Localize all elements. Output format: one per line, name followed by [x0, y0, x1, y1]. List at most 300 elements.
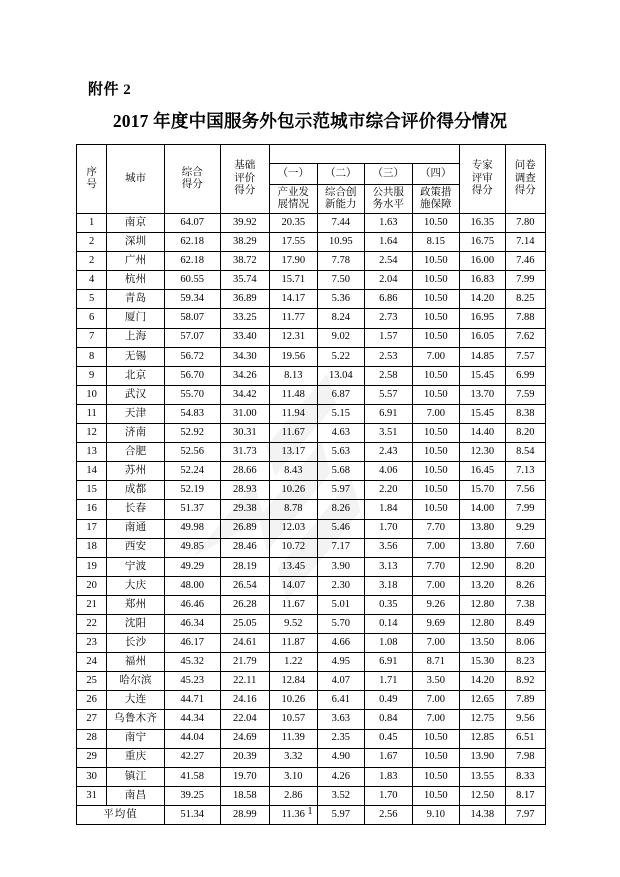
cell-total-score: 62.18: [164, 252, 220, 271]
table-row: [77, 729, 546, 748]
cell-total-score: 52.24: [164, 462, 220, 481]
cell-city: 南昌: [107, 786, 165, 805]
cell-group-three-score: 0.45: [365, 729, 413, 748]
cell-total-score: 46.46: [164, 595, 220, 614]
cell-expert-score: 13.70: [460, 385, 505, 404]
cell-survey-score: 7.60: [505, 538, 546, 557]
cell-group-two-score: 4.63: [317, 424, 365, 443]
cell-sequence: 17: [77, 519, 107, 538]
cell-survey-score: 7.13: [505, 462, 546, 481]
cell-group-one-score: 15.71: [270, 271, 318, 290]
header-base-score-line2: 评价: [234, 172, 256, 184]
cell-group-two-score: 7.44: [317, 214, 365, 233]
cell-total-score: 52.92: [164, 424, 220, 443]
cell-group-one-score: 3.10: [270, 767, 318, 786]
cell-sequence: 22: [77, 614, 107, 633]
cell-survey-score: 7.59: [505, 385, 546, 404]
cell-total-score: 58.07: [164, 309, 220, 328]
cell-group-four-score: 10.50: [412, 252, 460, 271]
table-row: [77, 252, 546, 271]
cell-group-three-score: 6.86: [365, 290, 413, 309]
table-row: [77, 424, 546, 443]
cell-sequence: 26: [77, 691, 107, 710]
cell-group-one-score: 11.87: [270, 634, 318, 653]
cell-group-four-score: 10.50: [412, 462, 460, 481]
cell-group-two-score: 4.95: [317, 653, 365, 672]
cell-group-one-score: 17.90: [270, 252, 318, 271]
cell-group-four-score: 7.00: [412, 347, 460, 366]
cell-sequence: 25: [77, 672, 107, 691]
table-row: [77, 462, 546, 481]
cell-base-score: 30.31: [220, 424, 270, 443]
cell-total-score: 56.70: [164, 366, 220, 385]
table-row: [77, 557, 546, 576]
cell-city: 无锡: [107, 347, 165, 366]
cell-base-score: 24.16: [220, 691, 270, 710]
cell-survey-score: 6.99: [505, 366, 546, 385]
cell-city: 长沙: [107, 634, 165, 653]
cell-group-two-score: 3.63: [317, 710, 365, 729]
cell-base-score: 34.26: [220, 366, 270, 385]
cell-group-two-score: 4.66: [317, 634, 365, 653]
cell-sequence: 5: [77, 290, 107, 309]
cell-group-two-score: 5.46: [317, 519, 365, 538]
cell-group-three-score: 2.53: [365, 347, 413, 366]
cell-expert-score: 16.00: [460, 252, 505, 271]
cell-total-score: 44.34: [164, 710, 220, 729]
cell-expert-score: 16.83: [460, 271, 505, 290]
cell-sequence: 15: [77, 481, 107, 500]
cell-group-three-score: 6.91: [365, 653, 413, 672]
cell-total-score: 45.32: [164, 653, 220, 672]
table-row: [77, 595, 546, 614]
cell-group-three-score: 3.56: [365, 538, 413, 557]
cell-group-two-score: 4.26: [317, 767, 365, 786]
cell-base-score: 24.69: [220, 729, 270, 748]
header-group-three-roman: （三）: [365, 164, 413, 185]
cell-group-four-score: 10.50: [412, 424, 460, 443]
cell-survey-score: 7.14: [505, 233, 546, 252]
cell-survey-score: 8.17: [505, 786, 546, 805]
cell-group-one-score: 9.52: [270, 614, 318, 633]
cell-group-four-score: 7.70: [412, 557, 460, 576]
header-group-one-roman: （一）: [270, 164, 318, 185]
cell-base-score: 26.28: [220, 595, 270, 614]
cell-survey-score: 8.20: [505, 424, 546, 443]
header-sequence: [77, 145, 107, 214]
table-row: [77, 309, 546, 328]
cell-city: 北京: [107, 366, 165, 385]
cell-group-one-score: 10.26: [270, 691, 318, 710]
cell-sequence: 30: [77, 767, 107, 786]
cell-survey-score: 8.20: [505, 557, 546, 576]
cell-city: 上海: [107, 328, 165, 347]
cell-sequence: 23: [77, 634, 107, 653]
cell-group-three-score: 1.84: [365, 500, 413, 519]
cell-group-one-score: 14.17: [270, 290, 318, 309]
cell-sequence: 20: [77, 576, 107, 595]
cell-base-score: 19.70: [220, 767, 270, 786]
cell-total-score: 54.83: [164, 404, 220, 423]
cell-group-one-score: 1.22: [270, 653, 318, 672]
header-city: 城市: [107, 145, 165, 214]
cell-group-one-score: 10.72: [270, 538, 318, 557]
cell-city: 重庆: [107, 748, 165, 767]
header-group-two-line2: 新能力: [325, 199, 357, 210]
header-group-three-line1: 公共服: [372, 186, 405, 198]
cell-group-four-score: 7.00: [412, 691, 460, 710]
cell-total-score: 41.58: [164, 767, 220, 786]
header-expert-score-line2: 评审: [471, 172, 493, 184]
cell-survey-score: 7.62: [505, 328, 546, 347]
cell-expert-score: 12.75: [460, 710, 505, 729]
cell-group-four-score: 7.00: [412, 710, 460, 729]
cell-survey-score: 7.99: [505, 271, 546, 290]
cell-expert-score: 16.05: [460, 328, 505, 347]
cell-sequence: 27: [77, 710, 107, 729]
cell-group-three-score: 1.67: [365, 748, 413, 767]
cell-city: 合肥: [107, 443, 165, 462]
cell-survey-score: 7.56: [505, 481, 546, 500]
cell-group-two-score: 7.50: [317, 271, 365, 290]
cell-group-two-score: 2.30: [317, 576, 365, 595]
cell-group-one-score: 11.94: [270, 404, 318, 423]
cell-total-score: 62.18: [164, 233, 220, 252]
cell-group-four-score: 10.50: [412, 443, 460, 462]
cell-survey-score: 7.88: [505, 309, 546, 328]
header-base-score: [220, 145, 270, 214]
cell-sequence: 4: [77, 271, 107, 290]
cell-city: 杭州: [107, 271, 165, 290]
cell-base-score: 35.74: [220, 271, 270, 290]
cell-average-label: 平均值: [77, 805, 165, 824]
score-table: [76, 144, 546, 825]
table-row: [77, 347, 546, 366]
cell-group-one-score: 11.77: [270, 309, 318, 328]
cell-base-score: 38.29: [220, 233, 270, 252]
header-group-two-roman: （二）: [317, 164, 365, 185]
cell-base-score: 31.73: [220, 443, 270, 462]
cell-group-four-score: 7.00: [412, 576, 460, 595]
cell-base-score: 28.19: [220, 557, 270, 576]
cell-sequence: 29: [77, 748, 107, 767]
header-group-three-label: [365, 185, 413, 214]
table-row: [77, 481, 546, 500]
table-row: [77, 214, 546, 233]
cell-base-score: 34.42: [220, 385, 270, 404]
cell-group-four-score: 10.50: [412, 366, 460, 385]
cell-group-three-score: 1.08: [365, 634, 413, 653]
cell-total-score: 45.23: [164, 672, 220, 691]
cell-sequence: 13: [77, 443, 107, 462]
cell-group-four-score: 10.50: [412, 290, 460, 309]
page-number: 1: [307, 806, 313, 817]
cell-group-one-score: 12.03: [270, 519, 318, 538]
cell-group-one-score: 13.17: [270, 443, 318, 462]
page-title: 2017 年度中国服务外包示范城市综合评价得分情况: [112, 111, 508, 131]
cell-base-score: 20.39: [220, 748, 270, 767]
table-row: [77, 653, 546, 672]
cell-group-four-score: 10.50: [412, 748, 460, 767]
cell-group-one-score: 12.84: [270, 672, 318, 691]
cell-average-survey-score: 7.97: [505, 805, 546, 824]
cell-group-three-score: 2.20: [365, 481, 413, 500]
cell-total-score: 56.72: [164, 347, 220, 366]
cell-total-score: 49.85: [164, 538, 220, 557]
cell-group-three-score: 2.04: [365, 271, 413, 290]
score-table-container: [76, 144, 546, 825]
cell-group-four-score: 9.69: [412, 614, 460, 633]
header-subindicators-spacer: [270, 145, 460, 164]
cell-expert-score: 12.90: [460, 557, 505, 576]
cell-total-score: 57.07: [164, 328, 220, 347]
table-row: [77, 710, 546, 729]
table-row: [77, 500, 546, 519]
cell-group-one-score: 20.35: [270, 214, 318, 233]
cell-total-score: 49.29: [164, 557, 220, 576]
cell-group-four-score: 10.50: [412, 767, 460, 786]
cell-base-score: 33.40: [220, 328, 270, 347]
cell-total-score: 48.00: [164, 576, 220, 595]
cell-base-score: 24.61: [220, 634, 270, 653]
cell-expert-score: 12.30: [460, 443, 505, 462]
cell-city: 南京: [107, 214, 165, 233]
table-row: [77, 767, 546, 786]
cell-sequence: 12: [77, 424, 107, 443]
cell-city: 哈尔滨: [107, 672, 165, 691]
table-row: [77, 290, 546, 309]
cell-expert-score: 14.85: [460, 347, 505, 366]
cell-group-three-score: 2.43: [365, 443, 413, 462]
cell-base-score: 26.89: [220, 519, 270, 538]
cell-base-score: 28.66: [220, 462, 270, 481]
header-expert-score-line3: 得分: [471, 185, 493, 197]
cell-group-four-score: 10.50: [412, 328, 460, 347]
cell-expert-score: 16.45: [460, 462, 505, 481]
cell-base-score: 26.54: [220, 576, 270, 595]
cell-group-two-score: 6.41: [317, 691, 365, 710]
cell-city: 长春: [107, 500, 165, 519]
cell-city: 武汉: [107, 385, 165, 404]
header-expert-score: [460, 145, 505, 214]
cell-group-three-score: 5.57: [365, 385, 413, 404]
table-body: [77, 214, 546, 825]
cell-group-four-score: 10.50: [412, 385, 460, 404]
table-row: [77, 443, 546, 462]
cell-group-two-score: 5.68: [317, 462, 365, 481]
cell-sequence: 8: [77, 347, 107, 366]
cell-sequence: 31: [77, 786, 107, 805]
cell-group-one-score: 17.55: [270, 233, 318, 252]
cell-sequence: 24: [77, 653, 107, 672]
header-sequence-line1: 序: [86, 166, 97, 178]
header-total-score: [164, 145, 220, 214]
header-expert-score-line1: 专家: [471, 160, 493, 172]
cell-group-two-score: 7.17: [317, 538, 365, 557]
cell-group-four-score: 7.00: [412, 634, 460, 653]
cell-survey-score: 7.57: [505, 347, 546, 366]
cell-city: 大庆: [107, 576, 165, 595]
cell-group-two-score: 4.07: [317, 672, 365, 691]
cell-survey-score: 8.25: [505, 290, 546, 309]
cell-survey-score: 7.89: [505, 691, 546, 710]
cell-group-two-score: 3.90: [317, 557, 365, 576]
cell-sequence: 7: [77, 328, 107, 347]
cell-expert-score: 16.75: [460, 233, 505, 252]
cell-group-two-score: 6.87: [317, 385, 365, 404]
table-row: [77, 328, 546, 347]
cell-survey-score: 8.23: [505, 653, 546, 672]
cell-base-score: 25.05: [220, 614, 270, 633]
cell-group-four-score: 10.50: [412, 786, 460, 805]
cell-survey-score: 8.49: [505, 614, 546, 633]
cell-group-two-score: 5.01: [317, 595, 365, 614]
cell-group-four-score: 10.50: [412, 271, 460, 290]
cell-group-four-score: 10.50: [412, 500, 460, 519]
cell-expert-score: 13.80: [460, 538, 505, 557]
cell-base-score: 31.00: [220, 404, 270, 423]
cell-base-score: 39.92: [220, 214, 270, 233]
cell-survey-score: 7.99: [505, 500, 546, 519]
cell-sequence: 14: [77, 462, 107, 481]
cell-expert-score: 13.55: [460, 767, 505, 786]
cell-base-score: 18.58: [220, 786, 270, 805]
cell-city: 济南: [107, 424, 165, 443]
cell-group-one-score: 2.86: [270, 786, 318, 805]
cell-expert-score: 14.20: [460, 672, 505, 691]
cell-total-score: 51.37: [164, 500, 220, 519]
cell-survey-score: 8.26: [505, 576, 546, 595]
header-sequence-line2: 号: [86, 179, 97, 190]
cell-survey-score: 9.29: [505, 519, 546, 538]
cell-group-three-score: 1.63: [365, 214, 413, 233]
attachment-label: 附件 2: [88, 82, 132, 98]
cell-group-one-score: 10.57: [270, 710, 318, 729]
cell-group-one-score: 12.31: [270, 328, 318, 347]
cell-total-score: 60.55: [164, 271, 220, 290]
cell-survey-score: 9.56: [505, 710, 546, 729]
cell-group-four-score: 10.50: [412, 309, 460, 328]
cell-group-three-score: 0.49: [365, 691, 413, 710]
cell-city: 深圳: [107, 233, 165, 252]
cell-expert-score: 12.65: [460, 691, 505, 710]
cell-survey-score: 7.46: [505, 252, 546, 271]
cell-sequence: 21: [77, 595, 107, 614]
cell-group-two-score: 9.02: [317, 328, 365, 347]
cell-city: 宁波: [107, 557, 165, 576]
cell-group-three-score: 1.70: [365, 519, 413, 538]
table-row: [77, 786, 546, 805]
cell-group-one-score: 10.26: [270, 481, 318, 500]
cell-expert-score: 15.45: [460, 404, 505, 423]
table-row: [77, 691, 546, 710]
cell-group-two-score: 7.78: [317, 252, 365, 271]
header-group-two-label: [317, 185, 365, 214]
header-group-one-line1: 产业发: [277, 186, 310, 198]
cell-average-expert-score: 14.38: [460, 805, 505, 824]
header-total-score-line2: 得分: [181, 179, 203, 190]
cell-group-two-score: 10.95: [317, 233, 365, 252]
cell-group-three-score: 4.06: [365, 462, 413, 481]
cell-expert-score: 12.50: [460, 786, 505, 805]
cell-base-score: 28.46: [220, 538, 270, 557]
cell-expert-score: 12.80: [460, 614, 505, 633]
cell-group-four-score: 3.50: [412, 672, 460, 691]
cell-survey-score: 7.80: [505, 214, 546, 233]
cell-base-score: 28.93: [220, 481, 270, 500]
cell-group-four-score: 7.70: [412, 519, 460, 538]
cell-base-score: 38.72: [220, 252, 270, 271]
table-row: [77, 519, 546, 538]
header-row-top: [77, 145, 546, 164]
cell-group-four-score: 8.15: [412, 233, 460, 252]
header-group-four-line1: 政策措: [420, 186, 452, 198]
cell-sequence: 16: [77, 500, 107, 519]
cell-group-one-score: 11.39: [270, 729, 318, 748]
cell-group-one-score: 3.32: [270, 748, 318, 767]
cell-average-total-score: 51.34: [164, 805, 220, 824]
cell-total-score: 42.27: [164, 748, 220, 767]
table-row: [77, 271, 546, 290]
header-group-one-line2: 展情况: [277, 199, 310, 210]
cell-expert-score: 13.90: [460, 748, 505, 767]
table-header: [77, 145, 546, 214]
cell-group-three-score: 1.83: [365, 767, 413, 786]
cell-sequence: 19: [77, 557, 107, 576]
cell-group-two-score: 5.22: [317, 347, 365, 366]
table-row: [77, 634, 546, 653]
cell-total-score: 52.56: [164, 443, 220, 462]
cell-group-four-score: 7.00: [412, 538, 460, 557]
cell-base-score: 22.11: [220, 672, 270, 691]
cell-expert-score: 14.20: [460, 290, 505, 309]
cell-group-four-score: 10.50: [412, 729, 460, 748]
cell-average-group-four-score: 9.10: [412, 805, 460, 824]
cell-city: 成都: [107, 481, 165, 500]
cell-city: 郑州: [107, 595, 165, 614]
cell-sequence: 6: [77, 309, 107, 328]
cell-total-score: 52.19: [164, 481, 220, 500]
cell-expert-score: 14.40: [460, 424, 505, 443]
cell-group-three-score: 0.14: [365, 614, 413, 633]
cell-expert-score: 12.80: [460, 595, 505, 614]
cell-expert-score: 15.70: [460, 481, 505, 500]
cell-group-three-score: 3.18: [365, 576, 413, 595]
cell-sequence: 18: [77, 538, 107, 557]
cell-total-score: 46.34: [164, 614, 220, 633]
table-row: [77, 538, 546, 557]
header-group-four-line2: 施保障: [420, 199, 452, 210]
cell-total-score: 39.25: [164, 786, 220, 805]
cell-expert-score: 12.85: [460, 729, 505, 748]
cell-total-score: 59.34: [164, 290, 220, 309]
cell-survey-score: 8.54: [505, 443, 546, 462]
header-base-score-line1: 基础: [234, 160, 256, 172]
cell-group-three-score: 2.54: [365, 252, 413, 271]
header-survey-score: [505, 145, 546, 214]
cell-group-three-score: 3.13: [365, 557, 413, 576]
cell-group-two-score: 5.63: [317, 443, 365, 462]
cell-base-score: 33.25: [220, 309, 270, 328]
cell-group-three-score: 1.64: [365, 233, 413, 252]
cell-group-two-score: 2.35: [317, 729, 365, 748]
cell-group-one-score: 14.07: [270, 576, 318, 595]
cell-city: 镇江: [107, 767, 165, 786]
header-group-four-label: [412, 185, 460, 214]
cell-group-two-score: 5.97: [317, 481, 365, 500]
header-group-two-line1: 综合创: [325, 186, 357, 198]
cell-survey-score: 8.92: [505, 672, 546, 691]
